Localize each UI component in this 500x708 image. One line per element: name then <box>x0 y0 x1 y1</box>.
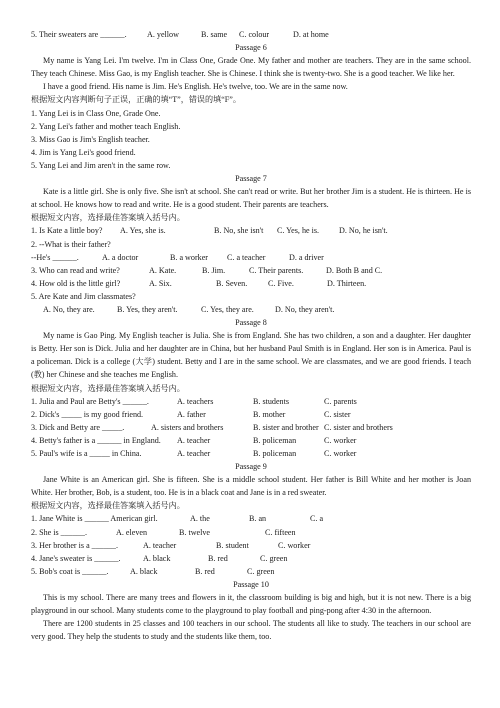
passage-heading: Passage 7 <box>235 174 267 184</box>
question-text: 1. Is Kate a little boy? <box>31 226 103 236</box>
text-line: 根据短文内容，选择最佳答案填入括号内。 <box>31 383 185 393</box>
answer-option: B. students <box>253 396 289 406</box>
question-text: 4. How old is the little girl? <box>31 278 121 288</box>
passage-paragraph: My name is Gao Ping. My English teacher is Julia. She is from England. She has two children, a son and a daughter. Her daughter is Betty. Her son is Dick. Julia and her daughter are in China, but her husband Paul Smith is in England. Her son is in America. Paul is a policeman. Dick is a college (大学) student. Betty and I are in the same school. We are classmates, and we are good friends. I teach (教) her Chinese and she teaches me English. <box>31 331 471 380</box>
question-text: 4. Betty's father is a ______ in England. <box>31 435 161 445</box>
question-row <box>31 421 471 434</box>
answer-option: D. No, he isn't. <box>339 226 388 236</box>
question-row <box>31 512 471 525</box>
text-line: 5. Are Kate and Jim classmates? <box>31 291 136 301</box>
answer-option: C. Yes, they are. <box>201 304 254 314</box>
answer-option: A. teacher <box>143 540 177 550</box>
answer-option: B. red <box>208 553 228 563</box>
question-text: 1. Jane White is ______ American girl. <box>31 514 158 524</box>
question-row <box>31 28 471 41</box>
text-line: 根据短文内容判断句子正误，正确的填“T”，错误的填“F”。 <box>31 95 241 105</box>
question-text: 5. Their sweaters are ______. <box>31 30 127 39</box>
answer-option: C. fifteen <box>265 527 296 537</box>
answer-option: B. a worker <box>170 252 208 262</box>
answer-option: C. sister <box>324 409 351 419</box>
answer-option: A. eleven <box>116 527 148 537</box>
passage-paragraph: Kate is a little girl. She is only five. She isn't at school. She can't read or write. But her brother Jim is a student. He is thirteen. He is at school. He knows how to read and write. He is a good student. Their parents are teachers. <box>31 187 471 210</box>
question-text: 1. Julia and Paul are Betty's ______. <box>31 396 149 406</box>
question-row <box>31 408 471 421</box>
question-row <box>31 565 471 578</box>
answer-option: A. yellow <box>147 30 179 39</box>
question-row <box>31 251 471 264</box>
answer-option: B. an <box>249 514 267 524</box>
document-page <box>31 28 471 643</box>
answer-option: D. a driver <box>289 252 324 262</box>
answer-option: A. a doctor <box>102 252 139 262</box>
answer-option: C. worker <box>324 449 357 458</box>
text-line: 根据短文内容，选择最佳答案填入括号内。 <box>31 501 185 511</box>
text-line: 5. Yang Lei and Jim aren't in the same row. <box>31 160 171 170</box>
question-row <box>31 303 471 316</box>
answer-option: B. Yes, they aren't. <box>117 304 178 314</box>
question-text: --He's ______. <box>31 252 79 262</box>
answer-option: B. No, she isn't <box>214 226 264 236</box>
answer-option: A. sisters and brothers <box>151 422 224 432</box>
question-row <box>31 277 471 290</box>
answer-option: C. Five. <box>268 278 294 288</box>
question-text: 3. Who can read and write? <box>31 265 120 275</box>
passage-paragraph: This is my school. There are many trees and flowers in it, the classroom building is big and high, but it is not new. There is a big playground in our school. Many students come to the playground to play football and ping-pong after 4:30 in the afternoon. <box>31 593 471 616</box>
question-row <box>31 447 471 460</box>
text-line: 2. --What is their father? <box>31 239 111 249</box>
answer-option: C. worker <box>324 435 357 445</box>
question-row <box>31 224 471 237</box>
passage-paragraph: I have a good friend. His name is Jim. He's English. He's twelve, too. We are in the same now. <box>43 82 348 92</box>
answer-option: C. parents <box>324 396 357 406</box>
answer-option: B. policeman <box>253 435 297 445</box>
question-row <box>31 539 471 552</box>
passage-heading: Passage 9 <box>235 462 267 472</box>
answer-option: A. Yes, she is. <box>120 226 166 236</box>
question-text: 2. Dick's _____ is my good friend. <box>31 409 144 419</box>
answer-option: A. teacher <box>177 435 211 445</box>
text-line: 4. Jim is Yang Lei's good friend. <box>31 147 136 157</box>
question-row <box>31 395 471 408</box>
answer-option: A. teachers <box>177 396 214 406</box>
passage-heading: Passage 10 <box>233 579 269 589</box>
answer-option: A. father <box>177 409 206 419</box>
answer-option: B. mother <box>253 409 286 419</box>
answer-option: A. No, they are. <box>43 304 95 314</box>
question-text: 3. Dick and Betty are _____. <box>31 422 125 432</box>
question-row <box>31 434 471 447</box>
answer-option: D. Both B and C. <box>326 265 383 275</box>
answer-option: C. Yes, he is. <box>277 226 320 236</box>
passage-paragraph: There are 1200 students in 25 classes and 100 teachers in our school. The students all like to study. The teachers in our school are very good. They help the students to study and the students like them, too. <box>31 619 471 642</box>
answer-option: C. Their parents. <box>249 265 304 275</box>
answer-option: C. colour <box>239 30 270 39</box>
answer-option: B. student <box>216 540 249 550</box>
question-row <box>31 264 471 277</box>
text-line: 1. Yang Lei is in Class One, Grade One. <box>31 108 161 118</box>
text-line: 3. Miss Gao is Jim's English teacher. <box>31 134 150 144</box>
answer-option: B. Seven. <box>216 278 248 288</box>
question-row <box>31 526 471 539</box>
answer-option: A. Kate. <box>149 265 177 275</box>
answer-option: C. green <box>260 553 288 563</box>
answer-option: C. a teacher <box>227 252 266 262</box>
question-text: 5. Bob's coat is ______. <box>31 566 109 576</box>
answer-option: C. worker <box>278 540 311 550</box>
answer-option: B. Jim. <box>202 265 226 275</box>
answer-option: B. same <box>201 30 228 39</box>
answer-option: B. policeman <box>253 449 297 458</box>
answer-option: D. No, they aren't. <box>275 304 335 314</box>
text-line: 根据短文内容，选择最佳答案填入括号内。 <box>31 213 185 223</box>
answer-option: C. green <box>247 566 275 576</box>
passage-paragraph: Jane White is an American girl. She is fifteen. She is a middle school student. Her father is Bill White and her mother is Joan White. Her brother, Bob, is a student, too. He is in a black coat and Jane is in a red sweater. <box>31 475 471 498</box>
question-text: 4. Jane's sweater is ______. <box>31 553 121 563</box>
answer-option: D. at home <box>293 30 329 39</box>
answer-option: D. Thirteen. <box>327 278 367 288</box>
answer-option: C. sister and brothers <box>324 422 393 432</box>
question-text: 3. Her brother is a ______. <box>31 540 118 550</box>
answer-option: A. black <box>130 566 158 576</box>
answer-option: B. red <box>195 566 215 576</box>
answer-option: A. the <box>190 514 210 524</box>
text-line: 2. Yang Lei's father and mother teach English. <box>31 121 181 131</box>
answer-option: C. a <box>310 514 324 524</box>
passage-heading: Passage 6 <box>235 43 267 53</box>
answer-option: A. black <box>143 553 171 563</box>
answer-option: A. Six. <box>149 278 172 288</box>
passage-paragraph: My name is Yang Lei. I'm twelve. I'm in Class One, Grade One. My father and mother are teachers. They are in the same school. They teach Chinese. Miss Gao, is my English teacher. She is Chinese. I think she is twenty-two. She is a good teacher. We like her. <box>31 56 471 79</box>
question-text: 5. Paul's wife is a _____ in China. <box>31 449 142 458</box>
answer-option: B. twelve <box>179 527 211 537</box>
answer-option: A. teacher <box>177 449 211 458</box>
passage-heading: Passage 8 <box>235 318 267 328</box>
answer-option: B. sister and brother <box>253 422 319 432</box>
question-text: 2. She is ______. <box>31 527 87 537</box>
question-row <box>31 552 471 565</box>
